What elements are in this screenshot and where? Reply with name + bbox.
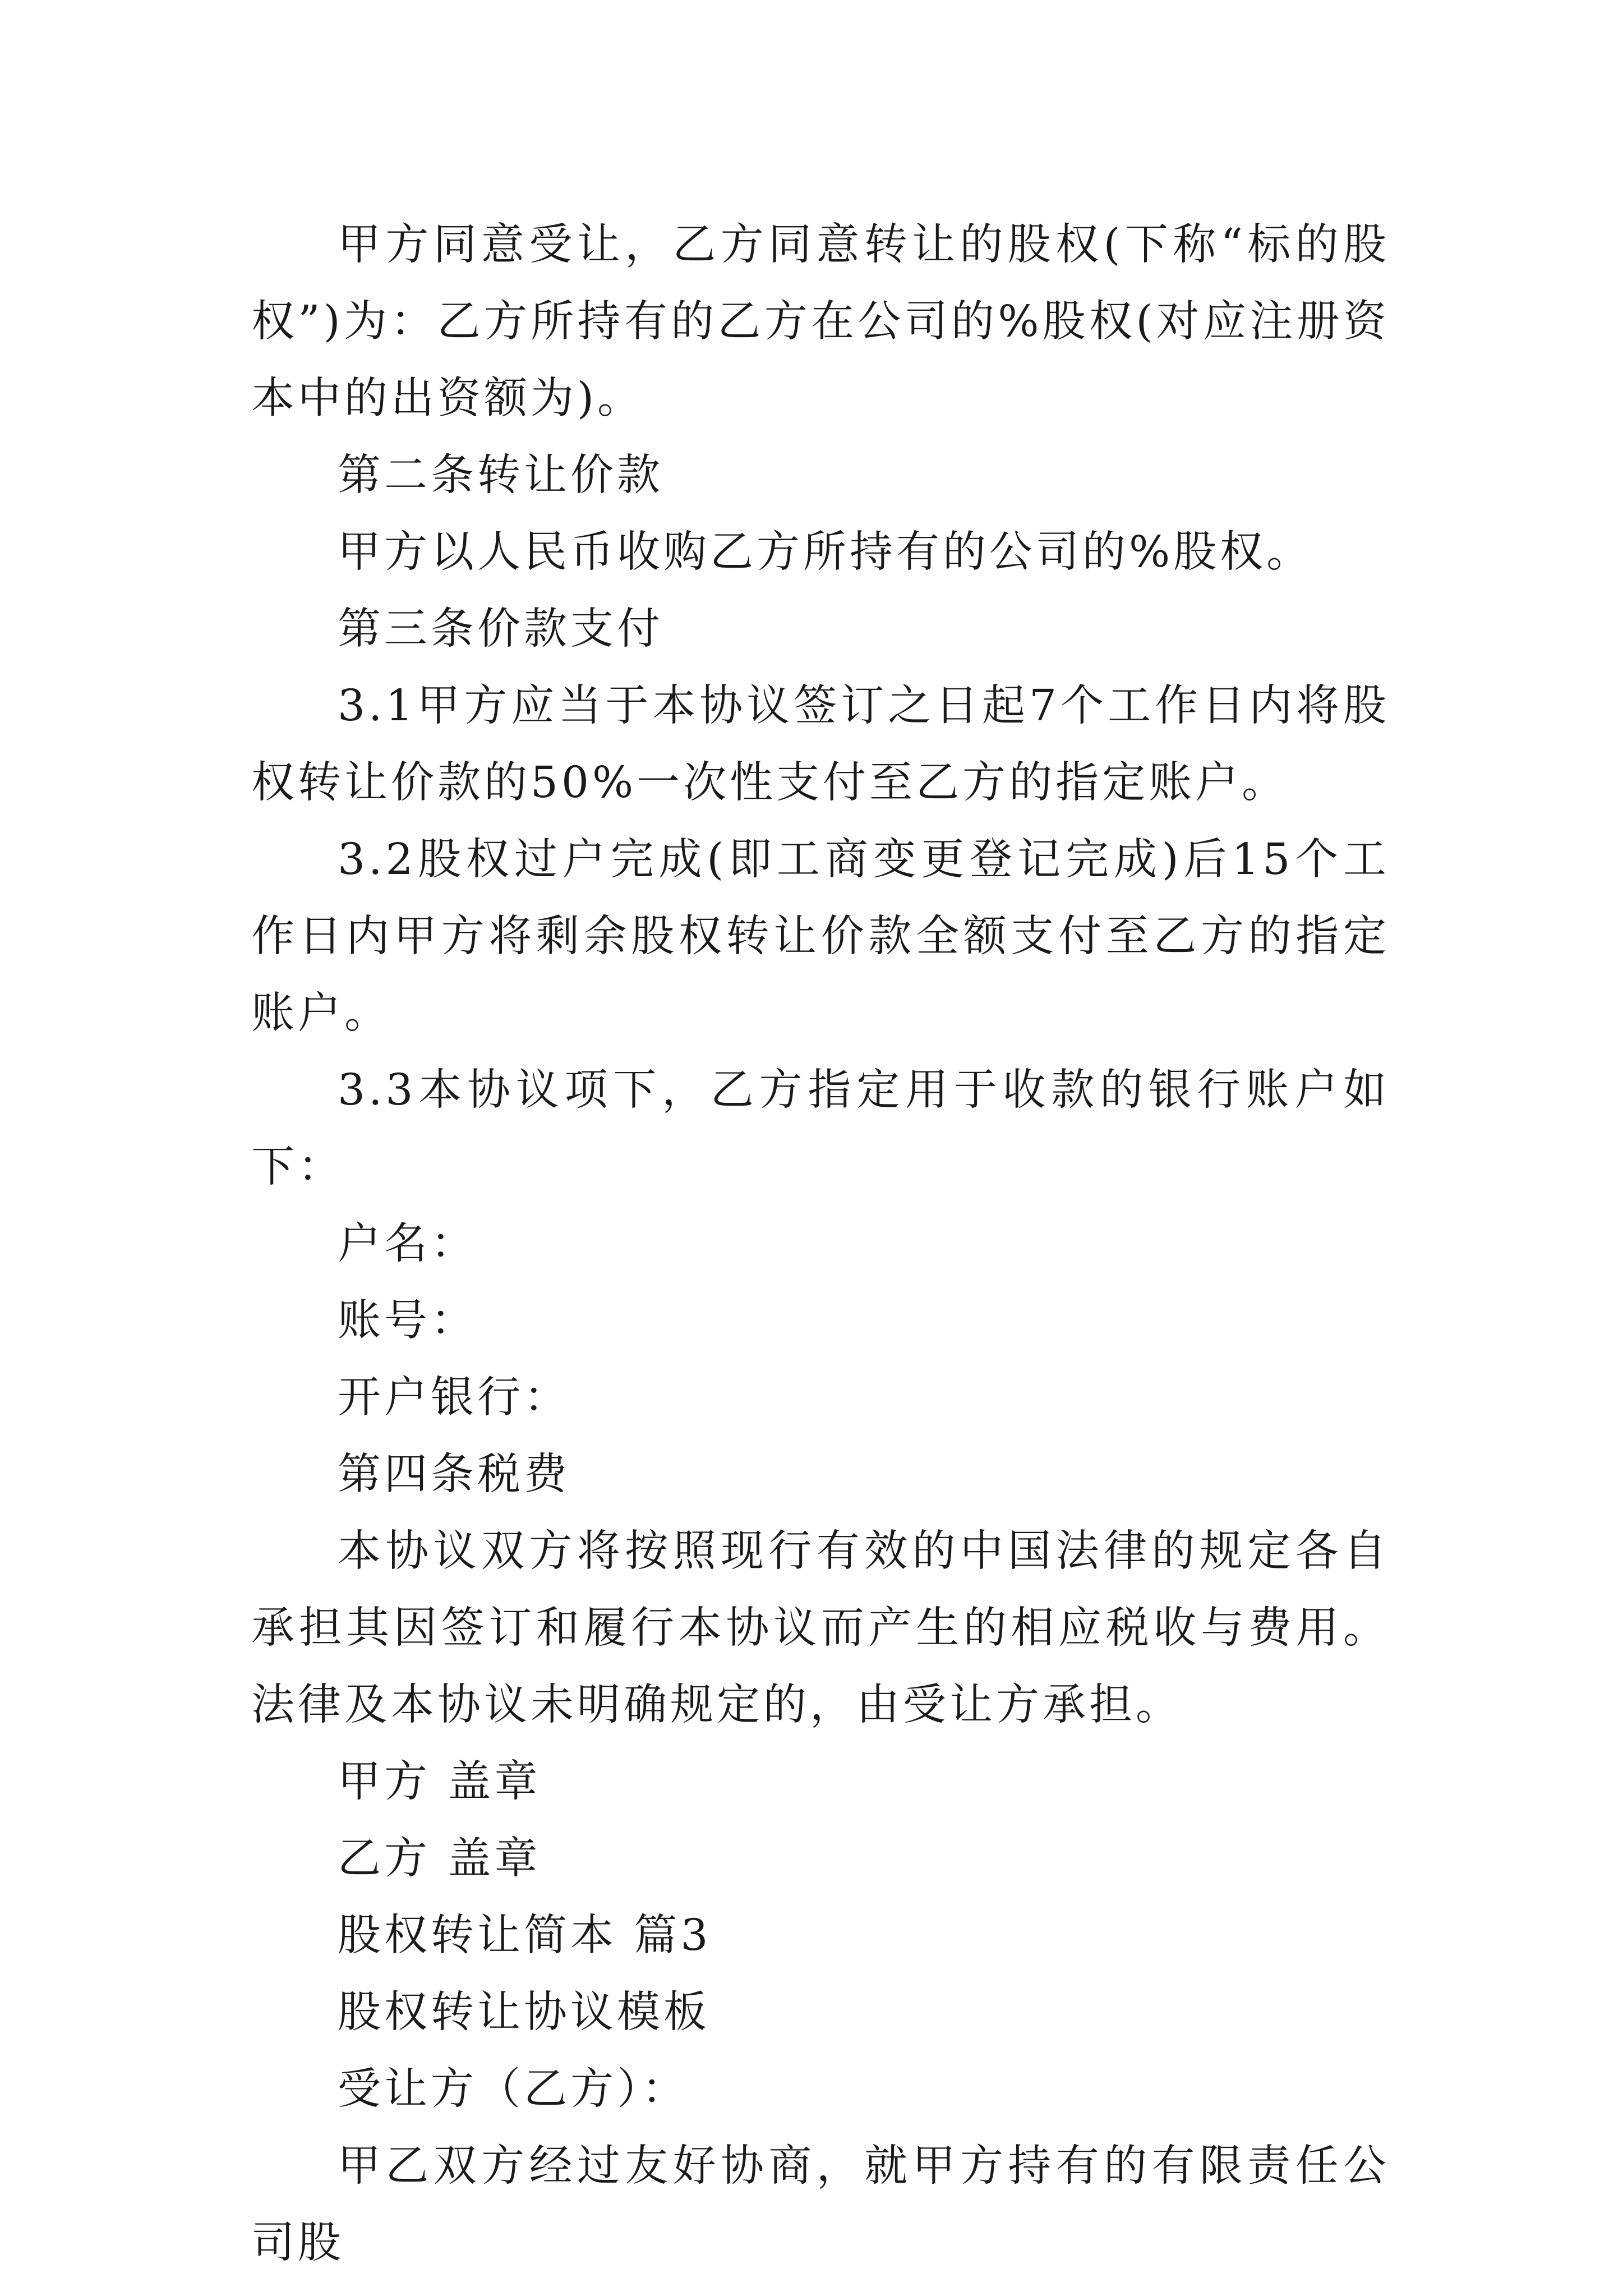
heading-article-2-price: 第二条转让价款 [338, 450, 663, 500]
heading-article-4-taxes: 第四条税费 [338, 1450, 570, 1499]
paragraph-clause-3-3: 3.3本协议项下，乙方指定用于收款的银行账户如下： [251, 1065, 1390, 1192]
paragraph-preamble: 甲乙双方经过友好协商，就甲方持有的有限责任公司股 [251, 2141, 1390, 2268]
paragraph-equity-subject: 甲方同意受让，乙方同意转让的股权(下称“标的股权”)为：乙方所持有的乙方在公司的%股权(对应注册资本中的出资额为)。 [251, 220, 1390, 424]
section-title-part-3: 股权转让简本 篇3 [338, 1911, 712, 1961]
heading-article-3-payment: 第三条价款支付 [338, 604, 663, 654]
paragraph-taxes: 本协议双方将按照现行有效的中国法律的规定各自承担其因签订和履行本协议而产生的相应税收与费用。法律及本协议未明确规定的，由受让方承担。 [251, 1526, 1390, 1730]
paragraph-purchase-price: 甲方以人民币收购乙方所持有的公司的%股权。 [338, 527, 1313, 577]
field-account-name: 户名： [338, 1219, 477, 1269]
paragraph-clause-3-2: 3.2股权过户完成(即工商变更登记完成)后15个工作日内甲方将剩余股权转让价款全额支付至乙方的指定账户。 [251, 835, 1390, 1038]
signature-party-a: 甲方 盖章 [338, 1757, 541, 1807]
field-account-number: 账号： [338, 1296, 477, 1346]
document-body [251, 206, 1390, 2281]
paragraph-clause-3-1: 3.1甲方应当于本协议签订之日起7个工作日内将股权转让价款的50%一次性支付至乙方的指定账户。 [251, 681, 1390, 808]
signature-party-b: 乙方 盖章 [338, 1834, 541, 1884]
field-transferee: 受让方（乙方）： [338, 2064, 689, 2114]
agreement-title: 股权转让协议模板 [338, 1987, 710, 2037]
field-bank-name: 开户银行： [338, 1373, 570, 1423]
